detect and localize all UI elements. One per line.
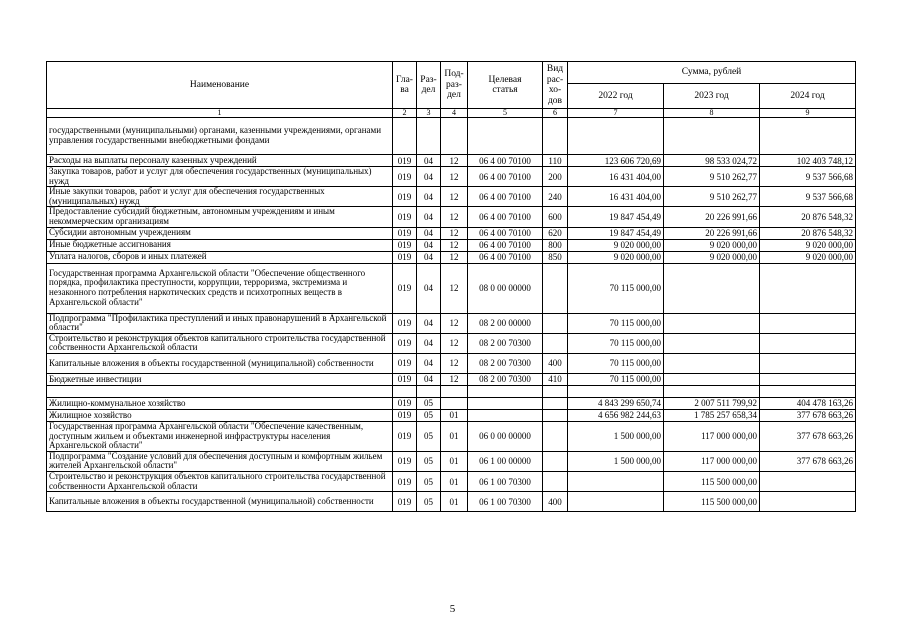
row-vid: 600: [543, 207, 568, 227]
row-vid: 850: [543, 251, 568, 263]
row-sum-2023: 117 000 000,00: [664, 451, 760, 471]
col-number: 5: [468, 109, 543, 118]
row-target: 06 4 00 70100: [468, 187, 543, 207]
row-sum-2022: 16 431 404,00: [568, 187, 664, 207]
header-vid: Вид рас- хо- дов: [543, 62, 568, 109]
row-name: Жилищное хозяйство: [47, 409, 393, 421]
row-name: Государственная программа Архангельской области "Обеспечение качественным, доступным жильем и объектами инженерной инфраструктуры населения Архангельской области": [47, 421, 393, 451]
row-glava: 019: [393, 155, 417, 167]
row-sum-2022: 19 847 454,49: [568, 227, 664, 239]
row-podrazdel: 12: [441, 187, 468, 207]
row-target: 06 4 00 70100: [468, 155, 543, 167]
row-vid: [543, 263, 568, 313]
row-podrazdel: 12: [441, 155, 468, 167]
row-sum-2022: 70 115 000,00: [568, 313, 664, 333]
row-sum-2023: [664, 385, 760, 397]
row-target: 08 2 00 70300: [468, 333, 543, 353]
row-razdel: 05: [417, 451, 441, 471]
row-sum-2023: [664, 373, 760, 385]
col-number: 2: [393, 109, 417, 118]
row-vid: [543, 421, 568, 451]
row-podrazdel: 01: [441, 471, 468, 491]
row-sum-2024: [760, 353, 856, 373]
table-row: [47, 118, 856, 155]
row-razdel: 05: [417, 409, 441, 421]
row-target: 06 4 00 70100: [468, 227, 543, 239]
row-sum-2024: 9 020 000,00: [760, 239, 856, 251]
row-razdel: 05: [417, 492, 441, 512]
header-year-2022: 2022 год: [568, 84, 664, 109]
row-sum-2024: [760, 492, 856, 512]
col-number: 7: [568, 109, 664, 118]
row-vid: 620: [543, 227, 568, 239]
table-row: [47, 155, 856, 167]
row-target: [468, 409, 543, 421]
row-sum-2023: [664, 313, 760, 333]
row-glava: 019: [393, 333, 417, 353]
row-target: 06 4 00 70100: [468, 167, 543, 187]
row-sum-2023: [664, 333, 760, 353]
row-podrazdel: 12: [441, 263, 468, 313]
row-sum-2023: 1 785 257 658,34: [664, 409, 760, 421]
row-glava: 019: [393, 207, 417, 227]
row-glava: 019: [393, 397, 417, 409]
row-name: Субсидии автономным учреждениям: [47, 227, 393, 239]
row-name: Строительство и реконструкция объектов капитального строительства государственной собственности Архангельской области: [47, 333, 393, 353]
table-row: [47, 451, 856, 471]
row-razdel: 04: [417, 353, 441, 373]
header-name: Наименование: [47, 62, 393, 109]
table-row: [47, 251, 856, 263]
header-podrazdel: Под- раз- дел: [441, 62, 468, 109]
row-target: 08 2 00 70300: [468, 353, 543, 373]
row-podrazdel: 01: [441, 409, 468, 421]
row-glava: 019: [393, 353, 417, 373]
row-podrazdel: 01: [441, 492, 468, 512]
row-name: Государственная программа Архангельской области "Обеспечение общественного порядка, профилактика преступности, коррупции, терроризма, экстремизма и незаконного потребления наркотических средств и психотропных веществ в Архангельской области": [47, 263, 393, 313]
row-sum-2023: 117 000 000,00: [664, 421, 760, 451]
row-razdel: 04: [417, 227, 441, 239]
row-podrazdel: 12: [441, 239, 468, 251]
row-name: Подпрограмма "Профилактика преступлений и иных правонарушений в Архангельской области": [47, 313, 393, 333]
row-target: 08 2 00 70300: [468, 373, 543, 385]
row-podrazdel: 01: [441, 451, 468, 471]
row-vid: [543, 118, 568, 155]
row-name: Предоставление субсидий бюджетным, автономным учреждениям и иным некоммерческим организациям: [47, 207, 393, 227]
row-sum-2024: [760, 333, 856, 353]
row-glava: 019: [393, 492, 417, 512]
row-sum-2023: [664, 263, 760, 313]
row-name: Капитальные вложения в объекты государственной (муниципальной) собственности: [47, 353, 393, 373]
row-name: Бюджетные инвестиции: [47, 373, 393, 385]
header-razdel: Раз- дел: [417, 62, 441, 109]
row-target: 06 4 00 70100: [468, 251, 543, 263]
table-row: [47, 409, 856, 421]
table-row: [47, 421, 856, 451]
col-number: 8: [664, 109, 760, 118]
col-number: 6: [543, 109, 568, 118]
row-vid: 200: [543, 167, 568, 187]
col-number: 3: [417, 109, 441, 118]
row-sum-2023: [664, 353, 760, 373]
row-target: 06 1 00 70300: [468, 492, 543, 512]
table-row: [47, 167, 856, 187]
row-target: [468, 397, 543, 409]
row-sum-2024: 9 537 566,68: [760, 187, 856, 207]
row-vid: [543, 333, 568, 353]
row-sum-2023: 9 020 000,00: [664, 239, 760, 251]
row-sum-2023: 9 510 262,77: [664, 187, 760, 207]
row-razdel: 04: [417, 239, 441, 251]
table-row: [47, 353, 856, 373]
row-glava: 019: [393, 187, 417, 207]
row-sum-2022: 70 115 000,00: [568, 333, 664, 353]
row-podrazdel: 12: [441, 167, 468, 187]
row-sum-2022: [568, 118, 664, 155]
row-glava: 019: [393, 227, 417, 239]
row-sum-2022: 70 115 000,00: [568, 353, 664, 373]
row-sum-2022: 9 020 000,00: [568, 239, 664, 251]
row-sum-2024: 377 678 663,26: [760, 409, 856, 421]
row-glava: 019: [393, 471, 417, 491]
row-sum-2022: 19 847 454,49: [568, 207, 664, 227]
row-name: Строительство и реконструкция объектов капитального строительства государственной собственности Архангельской области: [47, 471, 393, 491]
row-vid: 410: [543, 373, 568, 385]
row-sum-2023: 20 226 991,66: [664, 207, 760, 227]
row-razdel: 04: [417, 333, 441, 353]
row-razdel: 05: [417, 397, 441, 409]
row-target: 08 0 00 00000: [468, 263, 543, 313]
row-name: Закупка товаров, работ и услуг для обеспечения государственных (муниципальных) нужд: [47, 167, 393, 187]
row-sum-2024: 20 876 548,32: [760, 227, 856, 239]
row-sum-2023: 2 007 511 799,92: [664, 397, 760, 409]
row-vid: [543, 385, 568, 397]
row-sum-2023: 9 510 262,77: [664, 167, 760, 187]
row-vid: 400: [543, 492, 568, 512]
row-glava: 019: [393, 409, 417, 421]
row-podrazdel: [441, 385, 468, 397]
row-glava: 019: [393, 251, 417, 263]
row-sum-2024: 9 020 000,00: [760, 251, 856, 263]
table-row: [47, 333, 856, 353]
table-row: [47, 373, 856, 385]
table-row: [47, 207, 856, 227]
row-name: государственными (муниципальными) органами, казенными учреждениями, органами управления государственными внебюджетными фондами: [47, 118, 393, 155]
row-razdel: [417, 385, 441, 397]
row-vid: 240: [543, 187, 568, 207]
row-podrazdel: [441, 118, 468, 155]
row-sum-2024: 20 876 548,32: [760, 207, 856, 227]
col-number: 1: [47, 109, 393, 118]
row-name: Иные бюджетные ассигнования: [47, 239, 393, 251]
row-vid: 400: [543, 353, 568, 373]
header-year-2023: 2023 год: [664, 84, 760, 109]
row-glava: 019: [393, 263, 417, 313]
row-sum-2023: 115 500 000,00: [664, 471, 760, 491]
table-row: [47, 492, 856, 512]
row-sum-2023: 9 020 000,00: [664, 251, 760, 263]
row-sum-2022: 9 020 000,00: [568, 251, 664, 263]
row-sum-2023: 98 533 024,72: [664, 155, 760, 167]
row-sum-2024: [760, 373, 856, 385]
row-sum-2024: 9 537 566,68: [760, 167, 856, 187]
row-sum-2024: [760, 385, 856, 397]
table-row: [47, 263, 856, 313]
row-podrazdel: 12: [441, 227, 468, 239]
row-sum-2024: [760, 263, 856, 313]
row-razdel: 05: [417, 471, 441, 491]
row-target: 06 4 00 70100: [468, 207, 543, 227]
row-razdel: 04: [417, 155, 441, 167]
row-name: Жилищно-коммунальное хозяйство: [47, 397, 393, 409]
row-podrazdel: 12: [441, 207, 468, 227]
row-glava: 019: [393, 373, 417, 385]
row-podrazdel: 12: [441, 373, 468, 385]
row-vid: [543, 313, 568, 333]
row-sum-2023: 20 226 991,66: [664, 227, 760, 239]
row-razdel: 04: [417, 263, 441, 313]
column-numbers-row: [47, 109, 856, 118]
row-sum-2023: [664, 118, 760, 155]
row-sum-2024: 102 403 748,12: [760, 155, 856, 167]
row-razdel: 04: [417, 373, 441, 385]
table-row: [47, 471, 856, 491]
row-glava: 019: [393, 313, 417, 333]
row-sum-2024: [760, 118, 856, 155]
row-vid: 110: [543, 155, 568, 167]
row-name: [47, 385, 393, 397]
row-sum-2022: 1 500 000,00: [568, 421, 664, 451]
row-sum-2024: [760, 471, 856, 491]
row-target: 06 1 00 00000: [468, 451, 543, 471]
row-target: [468, 118, 543, 155]
row-sum-2022: 123 606 720,69: [568, 155, 664, 167]
table-row: [47, 187, 856, 207]
row-vid: [543, 409, 568, 421]
row-glava: 019: [393, 239, 417, 251]
row-target: 06 1 00 70300: [468, 471, 543, 491]
row-razdel: 04: [417, 207, 441, 227]
page-number: 5: [449, 603, 456, 615]
row-glava: [393, 118, 417, 155]
row-glava: [393, 385, 417, 397]
row-target: 06 4 00 70100: [468, 239, 543, 251]
row-sum-2023: 115 500 000,00: [664, 492, 760, 512]
row-razdel: 04: [417, 251, 441, 263]
row-name: Иные закупки товаров, работ и услуг для обеспечения государственных (муниципальных) нужд: [47, 187, 393, 207]
row-sum-2022: 1 500 000,00: [568, 451, 664, 471]
row-razdel: [417, 118, 441, 155]
row-name: Капитальные вложения в объекты государственной (муниципальной) собственности: [47, 492, 393, 512]
row-podrazdel: 12: [441, 353, 468, 373]
row-podrazdel: [441, 397, 468, 409]
row-sum-2022: 70 115 000,00: [568, 373, 664, 385]
row-sum-2022: 16 431 404,00: [568, 167, 664, 187]
row-podrazdel: 12: [441, 313, 468, 333]
row-sum-2022: [568, 492, 664, 512]
budget-table: [46, 61, 856, 512]
row-sum-2022: [568, 385, 664, 397]
col-number: 4: [441, 109, 468, 118]
row-sum-2022: 4 656 982 244,63: [568, 409, 664, 421]
row-sum-2022: [568, 471, 664, 491]
row-podrazdel: 01: [441, 421, 468, 451]
row-vid: [543, 397, 568, 409]
row-glava: 019: [393, 421, 417, 451]
row-name: Расходы на выплаты персоналу казенных учреждений: [47, 155, 393, 167]
table-body: [47, 118, 856, 512]
row-razdel: 04: [417, 187, 441, 207]
header-year-2024: 2024 год: [760, 84, 856, 109]
table-row: [47, 313, 856, 333]
table-row: [47, 397, 856, 409]
table-row: [47, 227, 856, 239]
row-name: Подпрограмма "Создание условий для обеспечения доступным и комфортным жильем жителей Архангельской области": [47, 451, 393, 471]
row-glava: 019: [393, 451, 417, 471]
row-razdel: 04: [417, 167, 441, 187]
row-sum-2022: 70 115 000,00: [568, 263, 664, 313]
row-sum-2024: [760, 313, 856, 333]
row-razdel: 05: [417, 421, 441, 451]
row-vid: 800: [543, 239, 568, 251]
row-sum-2022: 4 843 299 650,74: [568, 397, 664, 409]
table-row: [47, 239, 856, 251]
row-vid: [543, 451, 568, 471]
row-sum-2024: 377 678 663,26: [760, 421, 856, 451]
col-number: 9: [760, 109, 856, 118]
row-target: 06 0 00 00000: [468, 421, 543, 451]
row-razdel: 04: [417, 313, 441, 333]
row-podrazdel: 12: [441, 251, 468, 263]
header-target: Целевая статья: [468, 62, 543, 109]
row-glava: 019: [393, 167, 417, 187]
table-row: [47, 385, 856, 397]
row-name: Уплата налогов, сборов и иных платежей: [47, 251, 393, 263]
header-glava: Гла- ва: [393, 62, 417, 109]
row-podrazdel: 12: [441, 333, 468, 353]
header-sum: Сумма, рублей: [568, 62, 856, 84]
row-target: 08 2 00 00000: [468, 313, 543, 333]
row-sum-2024: 377 678 663,26: [760, 451, 856, 471]
row-sum-2024: 404 478 163,26: [760, 397, 856, 409]
row-target: [468, 385, 543, 397]
row-vid: [543, 471, 568, 491]
